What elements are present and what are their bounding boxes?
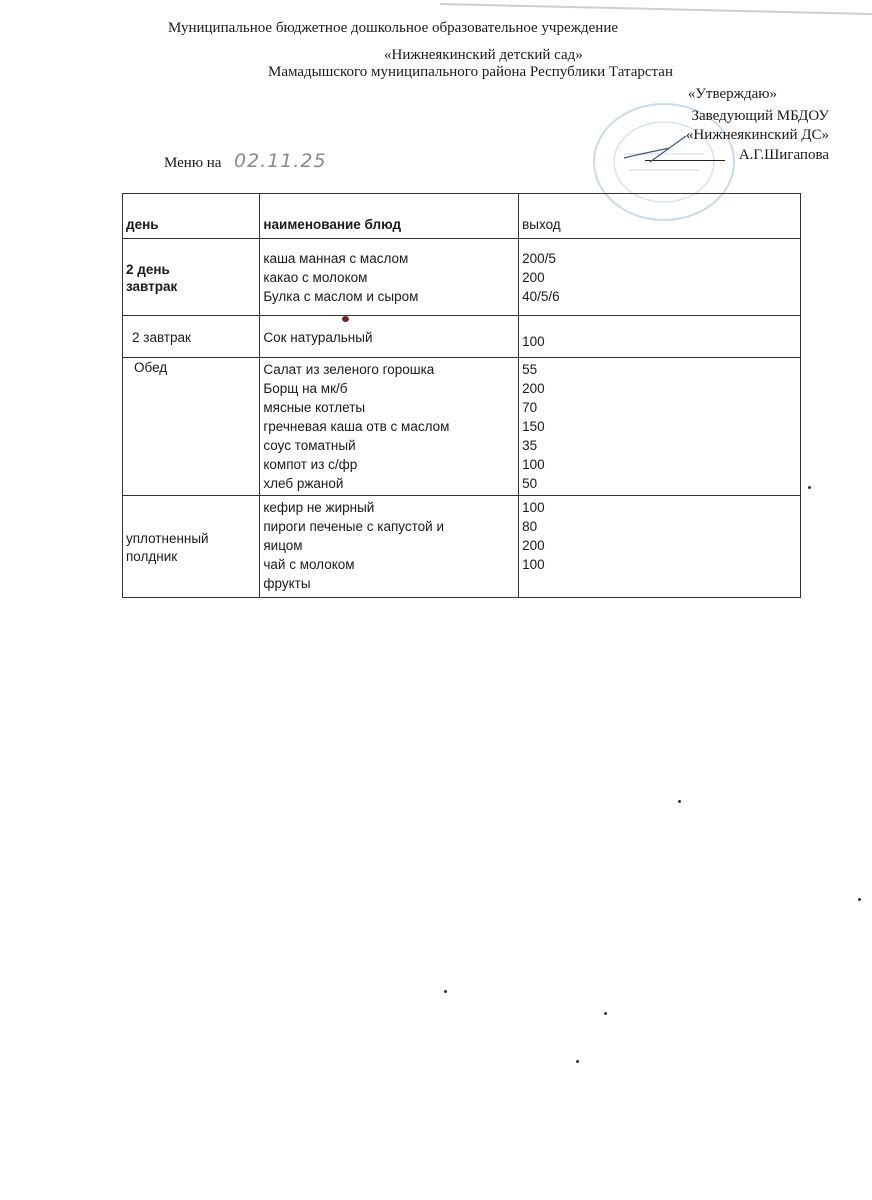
table-row (123, 239, 801, 316)
dishes-cell (260, 316, 519, 358)
menu-date-handwritten: 02.11.25 (234, 150, 327, 172)
output-cell (519, 496, 801, 598)
output-text: 80 (522, 519, 538, 534)
dish-text: яицом (263, 538, 303, 553)
scan-speck (576, 1060, 579, 1063)
day-cell (123, 496, 260, 598)
dish-text: хлеб ржаной (263, 476, 344, 491)
scan-speck (444, 990, 447, 993)
dish-text: чай с молоком (263, 557, 355, 572)
dish-text: мясные котлеты (263, 400, 366, 415)
dish-text: компот из с/фр (263, 457, 358, 472)
output-cell (519, 316, 801, 358)
output-text: 100 (522, 457, 545, 472)
menu-table (122, 193, 801, 598)
header-output: выход (519, 194, 801, 239)
dish-text: кефир не жирный (263, 500, 375, 515)
table-row (123, 496, 801, 598)
table-header-row (123, 194, 801, 239)
dishes-cell (260, 358, 519, 496)
scan-speck (604, 1012, 607, 1015)
day-text: Обед (134, 360, 168, 375)
approval-name: А.Г.Шигапова (738, 147, 829, 163)
output-text: 70 (522, 400, 538, 415)
dishes-cell (260, 239, 519, 316)
day-cell (123, 239, 260, 316)
signature (620, 128, 700, 168)
output-text: 200 (522, 538, 545, 553)
dish-text: Сок натуральный (263, 330, 373, 345)
dish-text: Булка с маслом и сыром (263, 289, 419, 304)
dish-text: Салат из зеленого горошка (263, 362, 435, 377)
output-text: 100 (522, 500, 545, 515)
approval-title: «Утверждаю» (687, 86, 777, 102)
day-cell (123, 316, 260, 358)
dish-text: соус томатный (263, 438, 356, 453)
output-text: 35 (522, 438, 538, 453)
header-line-1: Муниципальное бюджетное дошкольное образовательное учреждение (168, 20, 618, 36)
output-text: 50 (522, 476, 538, 491)
approval-position: Заведующий МБДОУ (691, 108, 829, 124)
header-line-2: «Нижнеякинский детский сад» (384, 47, 583, 63)
scan-speck (858, 898, 861, 901)
dish-text: каша манная с маслом (263, 251, 409, 266)
output-text: 200/5 (522, 251, 556, 266)
output-text: 100 (522, 557, 545, 572)
scan-edge-shadow (0, 0, 872, 18)
scan-speck (808, 486, 811, 489)
output-cell (519, 358, 801, 496)
output-text: 200 (522, 381, 545, 396)
day-text: 2 завтрак (132, 330, 191, 345)
approval-organization: «Нижнеякинский ДС» (685, 127, 829, 143)
dishes-cell (260, 496, 519, 598)
day-cell (123, 358, 260, 496)
dish-text: пироги печеные с капустой и (263, 519, 445, 534)
scan-speck (342, 316, 349, 322)
dish-text: Борщ на мк/б (263, 381, 348, 396)
table-row (123, 316, 801, 358)
header-line-3: Мамадышского муниципального района Республики Татарстан (268, 64, 673, 80)
output-text: 40/5/6 (522, 289, 560, 304)
day-text: уплотненный (126, 531, 209, 546)
header-day: день (123, 194, 260, 239)
day-text: полдник (126, 549, 178, 564)
scan-speck (678, 800, 681, 803)
output-cell (519, 239, 801, 316)
menu-label: Меню на (164, 155, 222, 171)
table-row (123, 358, 801, 496)
output-text: 150 (522, 419, 545, 434)
day-text: 2 день (126, 262, 170, 277)
output-text: 55 (522, 362, 538, 377)
day-text: завтрак (126, 279, 178, 294)
output-text: 100 (522, 334, 545, 349)
dish-text: гречневая каша отв с маслом (263, 419, 450, 434)
output-text: 200 (522, 270, 545, 285)
dish-text: какао с молоком (263, 270, 368, 285)
dish-text: фрукты (263, 576, 311, 591)
header-dishes: наименование блюд (260, 194, 519, 239)
